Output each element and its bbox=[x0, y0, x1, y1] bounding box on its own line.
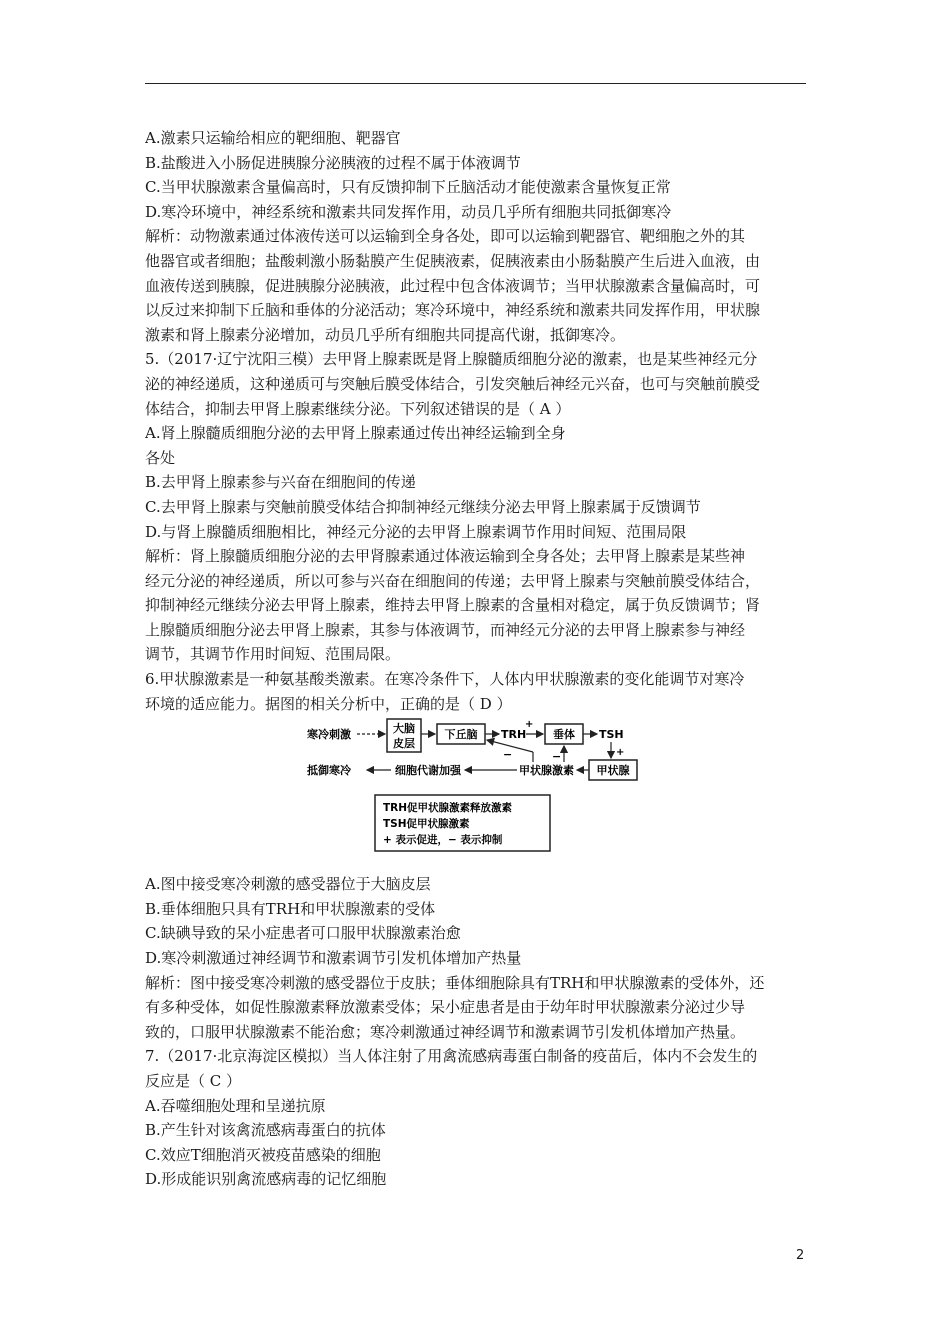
thyroid-label: 甲状腺 bbox=[596, 764, 630, 778]
q7-option-d: D.形成能识别禽流感病毒的记忆细胞 bbox=[145, 1170, 387, 1189]
page-number: 2 bbox=[796, 1248, 805, 1263]
legend-signs: + 表示促进，− 表示抑制 bbox=[383, 834, 503, 847]
page-content bbox=[145, 126, 807, 1192]
q4-option-b: B.盐酸进入小肠促进胰腺分泌胰液的过程不属于体液调节 bbox=[145, 153, 521, 172]
q4-option-d: D.寒冷环境中，神经系统和激素共同发挥作用，动员几乎所有细胞共同抵御寒冷 bbox=[145, 202, 672, 221]
q7-option-c: C.效应T细胞消灭被疫苗感染的细胞 bbox=[145, 1145, 381, 1164]
hypothalamus-label: 下丘脑 bbox=[444, 728, 478, 742]
q6-option-d: D.寒冷刺激通过神经调节和激素调节引发机体增加产热量 bbox=[145, 949, 522, 968]
q4-analysis: 激素和肾上腺素分泌增加，动员几乎所有细胞共同提高代谢，抵御寒冷。 bbox=[145, 325, 626, 344]
hypothalamus-minus-sign: − bbox=[503, 748, 513, 762]
cortex-label: 大脑 bbox=[393, 722, 415, 736]
cortex-label: 皮层 bbox=[393, 737, 415, 751]
tsh-plus-sign: + bbox=[616, 747, 625, 759]
q5-analysis: 解析：肾上腺髓质细胞分泌的去甲肾腺素通过体液运输到全身各处；去甲肾上腺素是某些神 bbox=[145, 547, 746, 566]
tsh-label: TSH bbox=[599, 728, 624, 742]
q4-analysis: 他器官或者细胞；盐酸刺激小肠黏膜产生促胰液素，促胰液素由小肠黏膜产生后进入血液，由 bbox=[145, 251, 761, 270]
stimulus-label: 寒冷刺激 bbox=[307, 728, 351, 742]
q5-analysis: 调节，其调节作用时间短、范围局限。 bbox=[145, 645, 401, 664]
q6-analysis: 有多种受体，如促性腺激素释放激素受体；呆小症患者是由于幼年时甲状腺激素分泌过少导 bbox=[145, 998, 746, 1017]
trh-label: TRH bbox=[501, 728, 527, 742]
q4-analysis: 血液传送到胰腺，促进胰腺分泌胰液，此过程中包含体液调节；当甲状腺激素含量偏高时，可 bbox=[145, 276, 761, 295]
q7-option-a: A.吞噬细胞处理和呈递抗原 bbox=[145, 1096, 326, 1115]
q5-option-a: A.肾上腺髓质细胞分泌的去甲肾上腺素通过传出神经运输到全身 bbox=[145, 424, 566, 443]
pituitary-minus-sign: − bbox=[552, 750, 562, 764]
q7-option-b: B.产生针对该禽流感病毒蛋白的抗体 bbox=[145, 1121, 386, 1140]
q5-option-b: B.去甲肾上腺素参与兴奋在细胞间的传递 bbox=[145, 473, 416, 492]
q6-stem: 6.甲状腺激素是一种氨基酸类激素。在寒冷条件下，人体内甲状腺激素的变化能调节对寒冷 bbox=[145, 670, 745, 689]
trh-plus-sign: + bbox=[525, 719, 534, 731]
q5-stem: 体结合，抑制去甲肾上腺素继续分泌。下列叙述错误的是（ A ） bbox=[145, 399, 571, 418]
diagram-svg bbox=[305, 718, 645, 868]
q6-option-c: C.缺碘导致的呆小症患者可口服甲状腺激素治愈 bbox=[145, 924, 461, 943]
q5-option-d: D.与肾上腺髓质细胞相比，神经元分泌的去甲肾上腺素调节作用时间短、范围局限 bbox=[145, 522, 687, 541]
q4-option-c: C.当甲状腺激素含量偏高时，只有反馈抑制下丘脑活动才能使激素含量恢复正常 bbox=[145, 178, 671, 197]
q5-analysis: 经元分泌的神经递质，所以可参与兴奋在细胞间的传递；去甲肾上腺素与突触前膜受体结合， bbox=[145, 571, 761, 590]
metabolism-label: 细胞代谢加强 bbox=[395, 764, 461, 778]
legend-trh: TRH促甲状腺激素释放激素 bbox=[383, 802, 513, 815]
q6-option-a: A.图中接受寒冷刺激的感受器位于大脑皮层 bbox=[145, 875, 431, 894]
q4-option-a: A.激素只运输给相应的靶细胞、靶器官 bbox=[145, 129, 401, 147]
q6-analysis: 致的，口服甲状腺激素不能治愈；寒冷刺激通过神经调节和激素调节引发机体增加产热量。 bbox=[145, 1022, 746, 1041]
q5-analysis: 上腺髓质细胞分泌去甲肾上腺素，其参与体液调节，而神经元分泌的去甲肾上腺素参与神经 bbox=[145, 620, 746, 639]
pituitary-label: 垂体 bbox=[553, 728, 575, 742]
header-rule bbox=[145, 83, 806, 84]
q7-stem: 反应是（ C ） bbox=[145, 1072, 242, 1090]
q4-analysis: 解析：动物激素通过体液传送可以运输到全身各处，即可以运输到靶器官、靶细胞之外的其 bbox=[145, 227, 746, 246]
thyroid-hormone-label: 甲状腺激素 bbox=[519, 764, 574, 778]
q5-stem: 5.（2017·辽宁沈阳三模）去甲肾上腺素既是肾上腺髓质细胞分泌的激素，也是某些神经元分 bbox=[145, 350, 758, 369]
q6-option-b: B.垂体细胞只具有TRH和甲状腺激素的受体 bbox=[145, 899, 436, 918]
q5-option-c: C.去甲肾上腺素与突触前膜受体结合抑制神经元继续分泌去甲肾上腺素属于反馈调节 bbox=[145, 497, 701, 516]
q5-option-a-cont: 各处 bbox=[145, 448, 176, 467]
q5-stem: 泌的神经递质，这种递质可与突触后膜受体结合，引发突触后神经元兴奋，也可与突触前膜受 bbox=[145, 374, 761, 393]
q6-stem: 环境的适应能力。据图的相关分析中，正确的是（ D ） bbox=[145, 694, 512, 713]
q6-analysis: 解析：图中接受寒冷刺激的感受器位于皮肤；垂体细胞除具有TRH和甲状腺激素的受体外，还 bbox=[145, 973, 765, 992]
legend-tsh: TSH促甲状腺激素 bbox=[383, 818, 470, 831]
resist-cold-label: 抵御寒冷 bbox=[307, 764, 351, 778]
thyroid-regulation-diagram bbox=[145, 718, 807, 868]
q4-analysis: 以反过来抑制下丘脑和垂体的分泌活动；寒冷环境中，神经系统和激素共同发挥作用，甲状腺 bbox=[145, 301, 761, 320]
q7-stem: 7.（2017·北京海淀区模拟）当人体注射了用禽流感病毒蛋白制备的疫苗后，体内不会发生的 bbox=[145, 1047, 758, 1066]
q5-analysis: 抑制神经元继续分泌去甲肾上腺素，维持去甲肾上腺素的含量相对稳定，属于负反馈调节；肾 bbox=[145, 596, 761, 615]
